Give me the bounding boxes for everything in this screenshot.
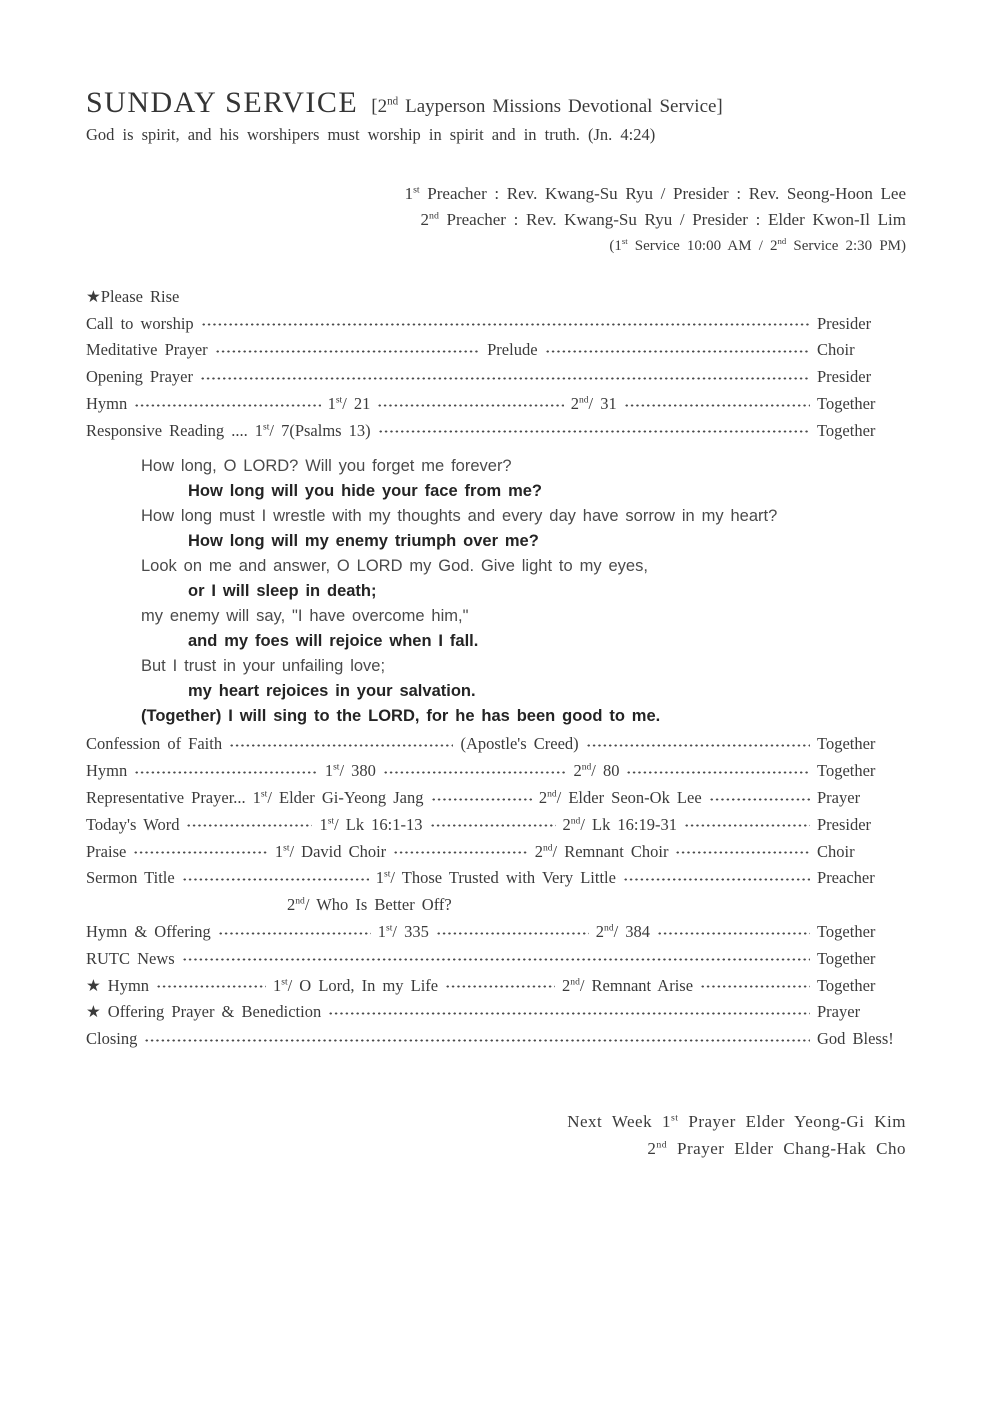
order-role: Presider xyxy=(816,814,872,834)
star-icon: ★ xyxy=(86,1002,101,1022)
order-line xyxy=(86,976,906,1003)
order-line xyxy=(86,922,906,949)
order-line xyxy=(86,421,906,448)
order-item-label: Prelude xyxy=(487,340,538,360)
order-role: Prayer xyxy=(817,1002,861,1022)
dot-leader xyxy=(626,763,810,776)
order-item-label: RUTC News xyxy=(86,948,175,968)
order-item-label: Representative Prayer... xyxy=(86,788,246,808)
dot-leader xyxy=(445,978,555,991)
dot-leader xyxy=(328,1004,810,1017)
order-role: God Bless! xyxy=(817,1029,894,1049)
order-item-label: Hymn xyxy=(86,393,128,413)
order-line xyxy=(86,842,906,869)
dot-leader xyxy=(709,790,810,803)
dot-leader xyxy=(201,316,810,329)
dot-leader xyxy=(378,423,810,436)
dot-leader xyxy=(436,924,589,937)
order-item-detail: 1st/ O Lord, In my Life xyxy=(272,975,439,995)
order-item-label: Meditative Prayer xyxy=(86,340,208,360)
reading-line: or I will sleep in death; xyxy=(188,582,377,601)
order-item-detail: 1st/ 335 xyxy=(377,922,429,942)
order-line xyxy=(86,314,906,341)
order-item-detail: 1st/ David Choir xyxy=(274,841,387,861)
dot-leader xyxy=(684,817,810,830)
order-of-service-bottom xyxy=(86,734,906,1056)
order-item-detail: 1st/ Elder Gi-Yeong Jang xyxy=(252,788,424,808)
order-role: Prayer xyxy=(817,788,861,808)
reading-line: How long, O LORD? Will you forget me forever? xyxy=(141,457,512,476)
order-item-detail: 1st/ 21 xyxy=(327,393,371,413)
order-item-label: Opening Prayer xyxy=(86,367,193,387)
dot-leader xyxy=(431,790,532,803)
title-bracket: [2nd Layperson Missions Devotional Service] xyxy=(371,95,723,117)
dot-leader xyxy=(182,951,810,964)
star-icon: ★ xyxy=(86,975,101,995)
order-item-detail: 2nd/ 31 xyxy=(570,393,617,413)
dot-leader xyxy=(215,342,480,355)
dot-leader xyxy=(377,396,563,409)
service-times: (1st Service 10:00 AM / 2nd Service 2:30 PM) xyxy=(609,236,906,254)
order-role: Preacher xyxy=(817,868,875,888)
dot-leader xyxy=(393,844,528,857)
reading-line: my heart rejoices in your salvation. xyxy=(188,682,476,701)
dot-leader xyxy=(186,817,312,830)
please-rise-label: Please Rise xyxy=(100,286,180,306)
dot-leader xyxy=(675,844,810,857)
order-role: Choir xyxy=(817,340,855,360)
reading-line: Look on me and answer, O LORD my God. Give light to my eyes, xyxy=(141,557,648,576)
order-item-detail: 2nd/ Who Is Better Off? xyxy=(287,895,452,915)
order-item-detail: 2nd/ Elder Seon-Ok Lee xyxy=(538,788,702,808)
dot-leader xyxy=(133,844,268,857)
dot-leader xyxy=(134,763,318,776)
reading-line: How long will you hide your face from me? xyxy=(188,482,543,501)
order-item-label: Hymn xyxy=(107,975,150,995)
order-role: Presider xyxy=(817,367,872,387)
order-item-label: Praise xyxy=(86,841,127,861)
dot-leader xyxy=(657,924,810,937)
order-line xyxy=(86,815,906,842)
order-of-service-top xyxy=(86,314,906,448)
order-role: Together xyxy=(817,734,876,754)
reading-line: and my foes will rejoice when I fall. xyxy=(188,632,479,651)
order-role: Together xyxy=(817,420,876,440)
order-line xyxy=(86,394,906,421)
dot-leader xyxy=(545,342,810,355)
header xyxy=(86,86,906,120)
dot-leader xyxy=(700,978,810,991)
order-line xyxy=(86,895,906,922)
page-title: SUNDAY SERVICE xyxy=(86,86,359,119)
next-week-line: 2nd Prayer Elder Chang-Hak Cho xyxy=(647,1139,906,1159)
preacher-line: 1st Preacher : Rev. Kwang-Su Ryu / Presider : Rev. Seong-Hoon Lee xyxy=(404,184,906,203)
please-rise-note xyxy=(86,287,906,314)
order-item-label: Confession of Faith xyxy=(86,734,223,754)
order-item-detail: 1st/ Lk 16:1-13 xyxy=(319,814,423,834)
dot-leader xyxy=(229,736,453,749)
order-role: Together xyxy=(817,948,876,968)
reading-line: How long will my enemy triumph over me? xyxy=(188,532,539,551)
dot-leader xyxy=(624,396,810,409)
dot-leader xyxy=(182,870,369,883)
order-role: Choir xyxy=(817,841,855,861)
dot-leader xyxy=(586,736,810,749)
dot-leader xyxy=(623,870,810,883)
order-line xyxy=(86,1002,906,1029)
order-line xyxy=(86,788,906,815)
order-item-label: Sermon Title xyxy=(86,868,175,888)
order-line xyxy=(86,761,906,788)
order-item-label: Hymn & Offering xyxy=(86,922,211,942)
order-line xyxy=(86,734,906,761)
dot-leader xyxy=(156,978,266,991)
order-role: Presider xyxy=(817,313,872,333)
order-role: Together xyxy=(817,761,876,781)
order-item-detail: 2nd/ 384 xyxy=(595,922,651,942)
order-item-detail: 2nd/ Remnant Arise xyxy=(562,975,694,995)
dot-leader xyxy=(430,817,556,830)
order-item-label: Offering Prayer & Benediction xyxy=(107,1002,322,1022)
dot-leader xyxy=(200,369,810,382)
order-item-label: Today's Word xyxy=(86,814,180,834)
dot-leader xyxy=(218,924,371,937)
scripture-subtitle: God is spirit, and his worshipers must worship in spirit and in truth. (Jn. 4:24) xyxy=(86,125,656,144)
order-item-detail: 1st/ Those Trusted with Very Little xyxy=(375,868,616,888)
star-icon: ★ xyxy=(86,286,101,306)
dot-leader xyxy=(134,396,320,409)
preacher-block xyxy=(86,181,906,260)
reading-line: (Together) I will sing to the LORD, for he has been good to me. xyxy=(141,707,661,726)
reading-line: my enemy will say, "I have overcome him," xyxy=(141,607,469,626)
order-item-label: (Apostle's Creed) xyxy=(460,734,579,754)
order-item-label: Call to worship xyxy=(86,313,194,333)
responsive-reading xyxy=(86,454,906,729)
order-line xyxy=(86,949,906,976)
order-line xyxy=(86,367,906,394)
order-item-detail: 2nd/ 80 xyxy=(573,761,620,781)
reading-line: But I trust in your unfailing love; xyxy=(141,657,386,676)
reading-line: How long must I wrestle with my thoughts and every day have sorrow in my heart? xyxy=(141,507,778,526)
next-week-block xyxy=(86,1108,906,1162)
order-item-label: Hymn xyxy=(86,761,128,781)
order-line xyxy=(86,868,906,895)
dot-leader xyxy=(144,1031,810,1044)
order-line xyxy=(86,1029,906,1056)
order-line xyxy=(86,340,906,367)
order-item-detail: 1st/ 380 xyxy=(324,761,376,781)
preacher-line: 2nd Preacher : Rev. Kwang-Su Ryu / Presider : Elder Kwon-Il Lim xyxy=(420,209,906,229)
order-item-detail: 2nd/ Remnant Choir xyxy=(534,841,669,861)
order-item-detail: 1st/ 7(Psalms 13) xyxy=(254,420,371,440)
dot-leader xyxy=(383,763,567,776)
order-item-detail: 2nd/ Lk 16:19-31 xyxy=(562,814,677,834)
order-role: Together xyxy=(816,975,876,995)
order-role: Together xyxy=(816,922,876,942)
next-week-line: Next Week 1st Prayer Elder Yeong-Gi Kim xyxy=(567,1112,906,1132)
order-item-label: Responsive Reading .... xyxy=(86,420,248,440)
order-item-label: Closing xyxy=(86,1029,138,1049)
order-role: Together xyxy=(817,393,876,413)
